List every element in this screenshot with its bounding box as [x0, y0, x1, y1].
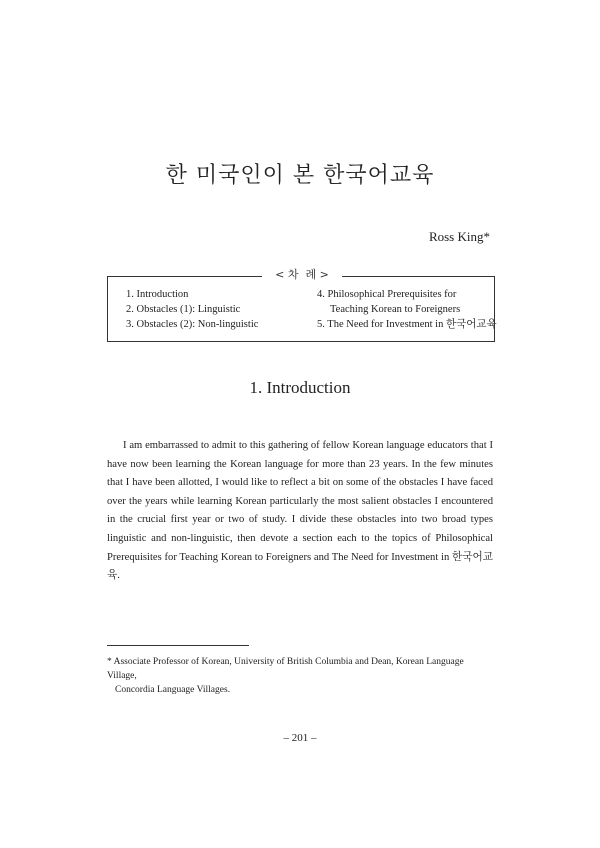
chevron-left-icon: <: [275, 268, 285, 281]
toc-item[interactable]: 3. Obstacles (2): Non-linguistic: [126, 319, 259, 330]
toc-left-column: [126, 287, 258, 332]
footnote-line: * Associate Professor of Korean, University of British Columbia and Dean, Korean Language Village,: [107, 657, 464, 681]
toc-label-text: 차 례: [287, 268, 317, 281]
footnote: [107, 655, 493, 697]
page-title: 한 미국인이 본 한국어교육: [165, 163, 435, 188]
toc-item[interactable]: 5. The Need for Investment in 한국어교육: [317, 319, 497, 330]
author-name: Ross King*: [428, 229, 490, 244]
section-heading: 1. Introduction: [249, 378, 351, 397]
toc-item[interactable]: 4. Philosophical Prerequisites for: [317, 289, 457, 300]
toc-right-column: [317, 287, 497, 332]
footnote-divider: [107, 645, 249, 646]
footnote-line: Concordia Language Villages.: [115, 685, 231, 695]
toc-label: [262, 267, 342, 283]
toc-item[interactable]: 1. Introduction: [126, 289, 189, 300]
toc-item[interactable]: 2. Obstacles (1): Linguistic: [126, 304, 241, 315]
toc-item-continuation[interactable]: Teaching Korean to Foreigners: [330, 304, 461, 315]
body-paragraph: I am embarrassed to admit to this gathering of fellow Korean language educators that I have now been learning the Korean language for more than 23 years. In the few minutes that I have been allotted, I would like to reflect a bit on some of the obstacles I have faced over the years while learning Korean particularly the most salient obstacles I encountered in the crucial first year or two of study. I divide these obstacles into two broad types linguistic and non-linguistic, then devote a section each to the topics of Philosophical Prerequisites for Teaching Korean to Foreigners and The Need for Investment in 한국어교육.: [107, 440, 493, 582]
chevron-right-icon: >: [319, 268, 329, 281]
page-number: – 201 –: [283, 732, 317, 744]
